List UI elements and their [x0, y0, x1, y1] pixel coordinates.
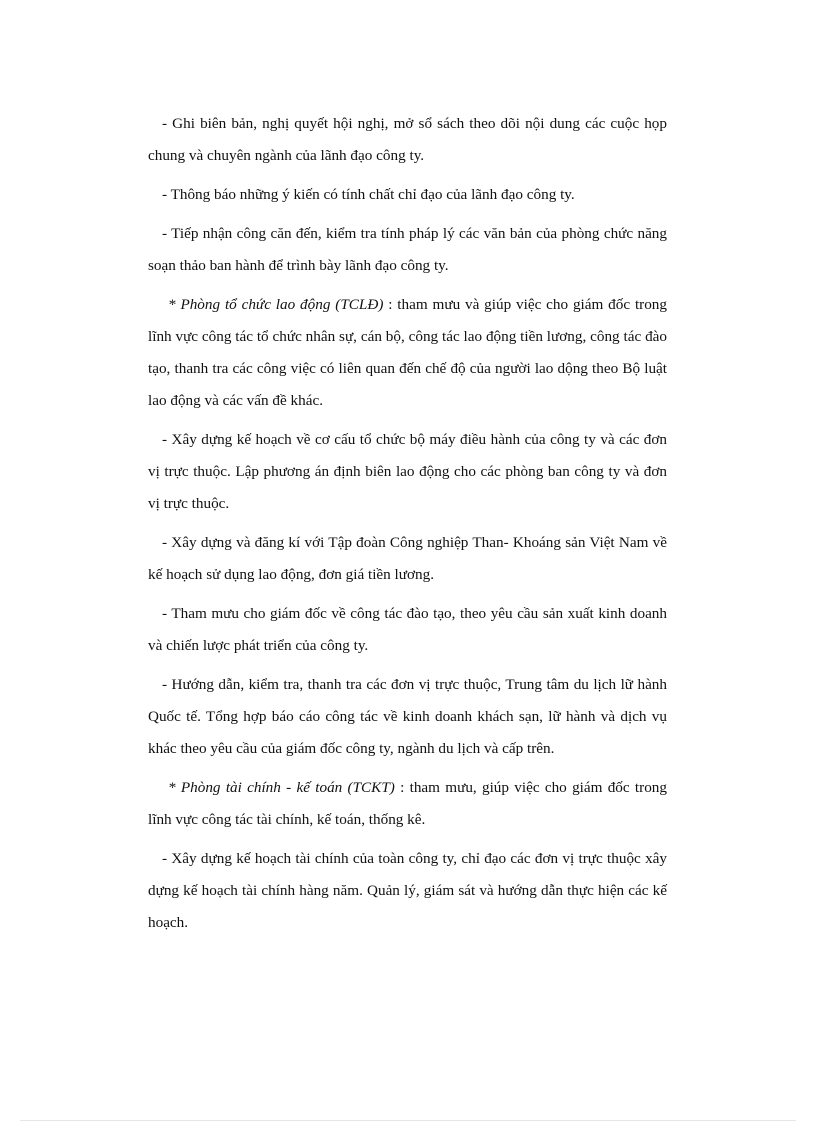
paragraph-1	[148, 108, 667, 172]
paragraph-text: - Xây dựng kế hoạch về cơ cấu tổ chức bộ máy điều hành của công ty và các đơn vị trực thuộc. Lập phương án định biên lao động cho các phòng ban công ty và đơn vị trực thuộc.	[148, 431, 667, 512]
paragraph-tcld	[148, 289, 667, 417]
document-body	[148, 108, 667, 946]
paragraph-text: - Ghi biên bản, nghị quyết hội nghị, mở sổ sách theo dõi nội dung các cuộc họp chung và chuyên ngành của lãnh đạo công ty.	[148, 115, 667, 164]
paragraph-10	[148, 843, 667, 939]
paragraph-7	[148, 598, 667, 662]
paragraph-text: - Xây dựng kế hoạch tài chính của toàn công ty, chỉ đạo các đơn vị trực thuộc xây dựng kế hoạch tài chính hàng năm. Quản lý, giám sát và hướng dẫn thực hiện các kế hoạch.	[148, 850, 667, 931]
paragraph-3	[148, 218, 667, 282]
paragraph-text: : tham mưu và giúp việc cho giám đốc trong lĩnh vực công tác tổ chức nhân sự, cán bộ, công tác lao động tiền lương, công tác đào tạo, thanh tra các công việc có liên quan đến chế độ của người lao dộng theo Bộ luật lao động và các vấn đề khác.	[148, 296, 667, 409]
paragraph-8	[148, 669, 667, 765]
paragraph-text: - Hướng dẫn, kiểm tra, thanh tra các đơn vị trực thuộc, Trung tâm du lịch lữ hành Quốc tế. Tổng hợp báo cáo công tác về kinh doanh khách sạn, lữ hành và dịch vụ khác theo yêu cầu của giám đốc công ty, ngành du lịch và cấp trên.	[148, 676, 667, 757]
paragraph-5	[148, 424, 667, 520]
paragraph-text: : tham mưu, giúp việc cho giám đốc trong lĩnh vực công tác tài chính, kế toán, thống kê.	[148, 779, 667, 828]
paragraph-6	[148, 527, 667, 591]
paragraph-text: - Tham mưu cho giám đốc về công tác đào tạo, theo yêu cầu sản xuất kinh doanh và chiến lược phát triển của công ty.	[148, 605, 667, 654]
section-heading-tcld: * Phòng tổ chức lao động (TCLĐ)	[168, 296, 384, 313]
section-heading-tckt: * Phòng tài chính - kế toán (TCKT)	[168, 779, 395, 796]
paragraph-text: - Xây dựng và đăng kí với Tập đoàn Công nghiệp Than- Khoáng sản Việt Nam về kế hoạch sử dụng lao động, đơn giá tiền lương.	[148, 534, 667, 583]
paragraph-2	[148, 179, 667, 211]
paragraph-text: - Thông báo những ý kiến có tính chất chỉ đạo của lãnh đạo công ty.	[162, 186, 575, 203]
page-bottom-divider	[20, 1120, 796, 1121]
paragraph-text: - Tiếp nhận công căn đến, kiểm tra tính pháp lý các văn bản của phòng chức năng soạn thảo ban hành để trình bày lãnh đạo công ty.	[148, 225, 667, 274]
paragraph-tckt	[148, 772, 667, 836]
